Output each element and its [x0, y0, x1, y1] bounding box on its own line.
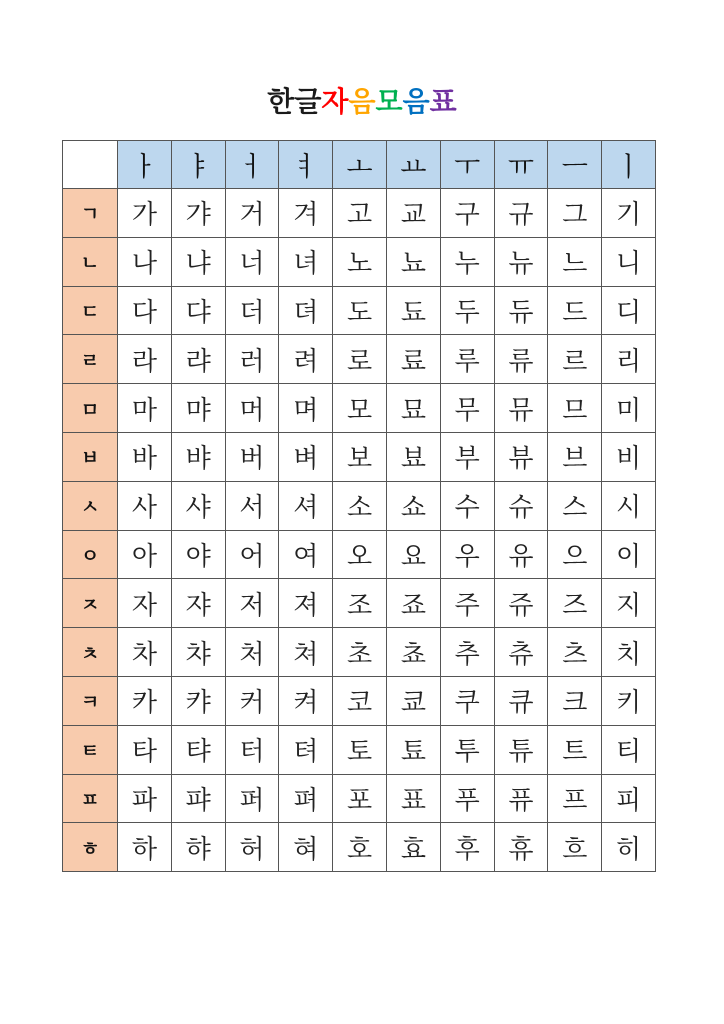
syllable-cell: 조 — [333, 579, 387, 628]
syllable-cell: 소 — [333, 481, 387, 530]
title-char: 음 — [348, 85, 376, 118]
syllable-cell: 댜 — [171, 286, 225, 335]
syllable-cell: 뮤 — [494, 384, 548, 433]
syllable-cell: 보 — [333, 432, 387, 481]
page-title — [0, 84, 724, 120]
consonant-header: ㅁ — [63, 384, 118, 433]
syllable-cell: 니 — [602, 237, 656, 286]
syllable-cell: 즈 — [548, 579, 602, 628]
syllable-cell: 로 — [333, 335, 387, 384]
consonant-row — [63, 335, 656, 384]
syllable-cell: 녀 — [279, 237, 333, 286]
syllable-cell: 크 — [548, 676, 602, 725]
consonant-row — [63, 725, 656, 774]
syllable-cell: 지 — [602, 579, 656, 628]
consonant-header: ㅋ — [63, 676, 118, 725]
hangul-chart-table — [62, 140, 656, 872]
syllable-cell: 디 — [602, 286, 656, 335]
syllable-cell: 햐 — [171, 823, 225, 872]
syllable-cell: 기 — [602, 189, 656, 238]
syllable-cell: 피 — [602, 774, 656, 823]
syllable-cell: 츠 — [548, 628, 602, 677]
syllable-cell: 뵤 — [386, 432, 440, 481]
title-prefix: 한글 — [267, 85, 322, 118]
syllable-cell: 서 — [225, 481, 279, 530]
syllable-cell: 카 — [118, 676, 172, 725]
syllable-cell: 히 — [602, 823, 656, 872]
consonant-header: ㅎ — [63, 823, 118, 872]
syllable-cell: 쥬 — [494, 579, 548, 628]
syllable-cell: 뎌 — [279, 286, 333, 335]
syllable-cell: 트 — [548, 725, 602, 774]
syllable-cell: 흐 — [548, 823, 602, 872]
syllable-cell: 처 — [225, 628, 279, 677]
syllable-cell: 튜 — [494, 725, 548, 774]
vowel-header-row — [63, 141, 656, 189]
syllable-cell: 추 — [440, 628, 494, 677]
consonant-header: ㄱ — [63, 189, 118, 238]
consonant-row — [63, 628, 656, 677]
syllable-cell: 브 — [548, 432, 602, 481]
syllable-cell: 뱌 — [171, 432, 225, 481]
syllable-cell: 뷰 — [494, 432, 548, 481]
syllable-cell: 르 — [548, 335, 602, 384]
syllable-cell: 여 — [279, 530, 333, 579]
syllable-cell: 뇨 — [386, 237, 440, 286]
consonant-row — [63, 237, 656, 286]
syllable-cell: 퓨 — [494, 774, 548, 823]
syllable-cell: 툐 — [386, 725, 440, 774]
syllable-cell: 쿄 — [386, 676, 440, 725]
syllable-cell: 므 — [548, 384, 602, 433]
syllable-cell: 퍄 — [171, 774, 225, 823]
syllable-cell: 푸 — [440, 774, 494, 823]
syllable-cell: 티 — [602, 725, 656, 774]
syllable-cell: 큐 — [494, 676, 548, 725]
syllable-cell: 그 — [548, 189, 602, 238]
syllable-cell: 느 — [548, 237, 602, 286]
syllable-cell: 혀 — [279, 823, 333, 872]
syllable-cell: 커 — [225, 676, 279, 725]
consonant-row — [63, 823, 656, 872]
syllable-cell: 고 — [333, 189, 387, 238]
syllable-cell: 챠 — [171, 628, 225, 677]
syllable-cell: 텨 — [279, 725, 333, 774]
syllable-cell: 류 — [494, 335, 548, 384]
consonant-header: ㅈ — [63, 579, 118, 628]
syllable-cell: 아 — [118, 530, 172, 579]
syllable-cell: 프 — [548, 774, 602, 823]
syllable-cell: 츄 — [494, 628, 548, 677]
syllable-cell: 누 — [440, 237, 494, 286]
title-char: 음 — [402, 85, 430, 118]
syllable-cell: 교 — [386, 189, 440, 238]
syllable-cell: 키 — [602, 676, 656, 725]
syllable-cell: 바 — [118, 432, 172, 481]
chart-body — [63, 141, 656, 872]
syllable-cell: 타 — [118, 725, 172, 774]
syllable-cell: 머 — [225, 384, 279, 433]
title-char: 표 — [429, 85, 457, 118]
syllable-cell: 라 — [118, 335, 172, 384]
consonant-header: ㅊ — [63, 628, 118, 677]
syllable-cell: 버 — [225, 432, 279, 481]
syllable-cell: 비 — [602, 432, 656, 481]
consonant-header: ㅇ — [63, 530, 118, 579]
syllable-cell: 가 — [118, 189, 172, 238]
syllable-cell: 포 — [333, 774, 387, 823]
vowel-header: ㅏ — [118, 141, 172, 189]
syllable-cell: 펴 — [279, 774, 333, 823]
syllable-cell: 모 — [333, 384, 387, 433]
syllable-cell: 휴 — [494, 823, 548, 872]
consonant-row — [63, 286, 656, 335]
syllable-cell: 어 — [225, 530, 279, 579]
consonant-header: ㅌ — [63, 725, 118, 774]
syllable-cell: 나 — [118, 237, 172, 286]
consonant-header: ㅂ — [63, 432, 118, 481]
vowel-header: ㅛ — [386, 141, 440, 189]
syllable-cell: 효 — [386, 823, 440, 872]
title-char: 모 — [375, 85, 403, 118]
consonant-header: ㅍ — [63, 774, 118, 823]
syllable-cell: 주 — [440, 579, 494, 628]
syllable-cell: 도 — [333, 286, 387, 335]
syllable-cell: 죠 — [386, 579, 440, 628]
syllable-cell: 수 — [440, 481, 494, 530]
consonant-row — [63, 579, 656, 628]
syllable-cell: 묘 — [386, 384, 440, 433]
syllable-cell: 무 — [440, 384, 494, 433]
vowel-header: ㅡ — [548, 141, 602, 189]
consonant-row — [63, 432, 656, 481]
syllable-cell: 져 — [279, 579, 333, 628]
vowel-header: ㅠ — [494, 141, 548, 189]
syllable-cell: 료 — [386, 335, 440, 384]
vowel-header: ㅜ — [440, 141, 494, 189]
syllable-cell: 으 — [548, 530, 602, 579]
consonant-row — [63, 384, 656, 433]
syllable-cell: 두 — [440, 286, 494, 335]
syllable-cell: 다 — [118, 286, 172, 335]
syllable-cell: 부 — [440, 432, 494, 481]
syllable-cell: 호 — [333, 823, 387, 872]
syllable-cell: 듀 — [494, 286, 548, 335]
syllable-cell: 후 — [440, 823, 494, 872]
consonant-header: ㅅ — [63, 481, 118, 530]
syllable-cell: 슈 — [494, 481, 548, 530]
syllable-cell: 파 — [118, 774, 172, 823]
syllable-cell: 쿠 — [440, 676, 494, 725]
syllable-cell: 더 — [225, 286, 279, 335]
syllable-cell: 리 — [602, 335, 656, 384]
syllable-cell: 치 — [602, 628, 656, 677]
syllable-cell: 겨 — [279, 189, 333, 238]
corner-cell — [63, 141, 118, 189]
syllable-cell: 터 — [225, 725, 279, 774]
syllable-cell: 뉴 — [494, 237, 548, 286]
syllable-cell: 노 — [333, 237, 387, 286]
syllable-cell: 코 — [333, 676, 387, 725]
consonant-row — [63, 189, 656, 238]
syllable-cell: 쇼 — [386, 481, 440, 530]
syllable-cell: 퍼 — [225, 774, 279, 823]
syllable-cell: 시 — [602, 481, 656, 530]
syllable-cell: 거 — [225, 189, 279, 238]
syllable-cell: 루 — [440, 335, 494, 384]
syllable-cell: 캬 — [171, 676, 225, 725]
syllable-cell: 쳐 — [279, 628, 333, 677]
syllable-cell: 냐 — [171, 237, 225, 286]
syllable-cell: 초 — [333, 628, 387, 677]
syllable-cell: 드 — [548, 286, 602, 335]
syllable-cell: 미 — [602, 384, 656, 433]
syllable-cell: 셔 — [279, 481, 333, 530]
syllable-cell: 벼 — [279, 432, 333, 481]
syllable-cell: 쟈 — [171, 579, 225, 628]
vowel-header: ㅕ — [279, 141, 333, 189]
consonant-header: ㄹ — [63, 335, 118, 384]
syllable-cell: 요 — [386, 530, 440, 579]
syllable-cell: 샤 — [171, 481, 225, 530]
consonant-header: ㄴ — [63, 237, 118, 286]
syllable-cell: 갸 — [171, 189, 225, 238]
vowel-header: ㅓ — [225, 141, 279, 189]
syllable-cell: 먀 — [171, 384, 225, 433]
vowel-header: ㅗ — [333, 141, 387, 189]
consonant-row — [63, 774, 656, 823]
syllable-cell: 너 — [225, 237, 279, 286]
syllable-cell: 규 — [494, 189, 548, 238]
syllable-cell: 쵸 — [386, 628, 440, 677]
syllable-cell: 랴 — [171, 335, 225, 384]
syllable-cell: 스 — [548, 481, 602, 530]
title-colored — [321, 84, 456, 120]
syllable-cell: 며 — [279, 384, 333, 433]
vowel-header: ㅣ — [602, 141, 656, 189]
syllable-cell: 유 — [494, 530, 548, 579]
syllable-cell: 토 — [333, 725, 387, 774]
syllable-cell: 허 — [225, 823, 279, 872]
consonant-row — [63, 530, 656, 579]
syllable-cell: 려 — [279, 335, 333, 384]
syllable-cell: 탸 — [171, 725, 225, 774]
vowel-header: ㅑ — [171, 141, 225, 189]
syllable-cell: 야 — [171, 530, 225, 579]
title-char: 자 — [321, 85, 349, 118]
syllable-cell: 우 — [440, 530, 494, 579]
syllable-cell: 차 — [118, 628, 172, 677]
syllable-cell: 러 — [225, 335, 279, 384]
syllable-cell: 사 — [118, 481, 172, 530]
syllable-cell: 하 — [118, 823, 172, 872]
syllable-cell: 표 — [386, 774, 440, 823]
syllable-cell: 저 — [225, 579, 279, 628]
consonant-header: ㄷ — [63, 286, 118, 335]
syllable-cell: 켜 — [279, 676, 333, 725]
consonant-row — [63, 676, 656, 725]
consonant-row — [63, 481, 656, 530]
syllable-cell: 구 — [440, 189, 494, 238]
syllable-cell: 투 — [440, 725, 494, 774]
syllable-cell: 자 — [118, 579, 172, 628]
syllable-cell: 오 — [333, 530, 387, 579]
syllable-cell: 마 — [118, 384, 172, 433]
syllable-cell: 이 — [602, 530, 656, 579]
syllable-cell: 됴 — [386, 286, 440, 335]
